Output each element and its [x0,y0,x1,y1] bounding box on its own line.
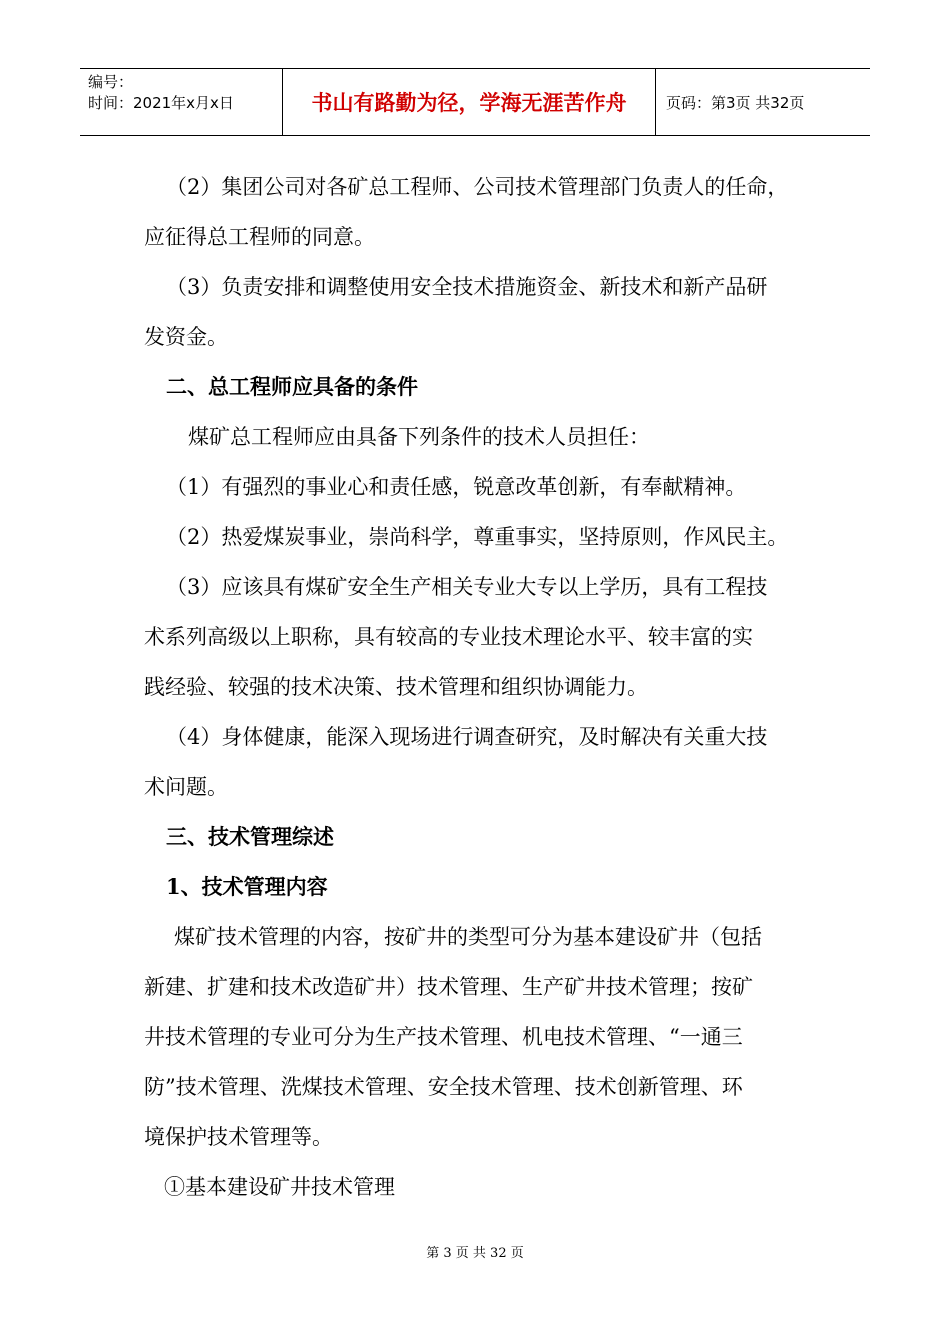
document-body [144,162,814,1212]
section-heading: 三、技术管理综述 [166,824,334,849]
subsection-heading: 1、技术管理内容 [166,874,328,899]
paragraph-line: 煤矿技术管理的内容，按矿井的类型可分为基本建设矿井（包括 [174,925,762,949]
paragraph-line: （2）热爱煤炭事业，崇尚科学，尊重事实，坚持原则，作风民主。 [166,525,789,549]
paragraph-line: 应征得总工程师的同意。 [144,225,375,249]
page-header [80,68,870,136]
paragraph-line: （3）应该具有煤矿安全生产相关专业大专以上学历，具有工程技 [166,575,768,599]
header-motto: 书山有路勤为径，学海无涯苦作舟 [282,69,656,135]
paragraph-line: 术系列高级以上职称，具有较高的专业技术理论水平、较丰富的实 [144,625,753,649]
paragraph-line: （1）有强烈的事业心和责任感，锐意改革创新，有奉献精神。 [166,475,747,499]
paragraph-line: （3）负责安排和调整使用安全技术措施资金、新技术和新产品研 [166,275,768,299]
paragraph-line: 践经验、较强的技术决策、技术管理和组织协调能力。 [144,675,648,699]
paragraph-line: 发资金。 [144,325,228,349]
paragraph-line: 防”技术管理、洗煤技术管理、安全技术管理、技术创新管理、环 [144,1075,743,1099]
document-number-label: 编号： [88,73,134,91]
list-item: ①基本建设矿井技术管理 [164,1175,395,1199]
paragraph-line: （2）集团公司对各矿总工程师、公司技术管理部门负责人的任命， [166,175,789,199]
document-date-label: 时间：2021年x月x日 [88,94,234,112]
paragraph-line: 境保护技术管理等。 [144,1125,333,1149]
header-page-info: 页码：第3页 共32页 [666,93,805,112]
section-heading: 二、总工程师应具备的条件 [166,374,418,399]
paragraph-line: 井技术管理的专业可分为生产技术管理、机电技术管理、“一通三 [144,1025,743,1049]
page-footer: 第 3 页 共 32 页 [426,1246,524,1261]
paragraph-line: 煤矿总工程师应由具备下列条件的技术人员担任： [188,425,650,449]
paragraph-line: 新建、扩建和技术改造矿井）技术管理、生产矿井技术管理；按矿 [144,975,753,999]
paragraph-line: （4）身体健康，能深入现场进行调查研究，及时解决有关重大技 [166,725,768,749]
header-meta [80,69,282,135]
paragraph-line: 术问题。 [144,775,228,799]
